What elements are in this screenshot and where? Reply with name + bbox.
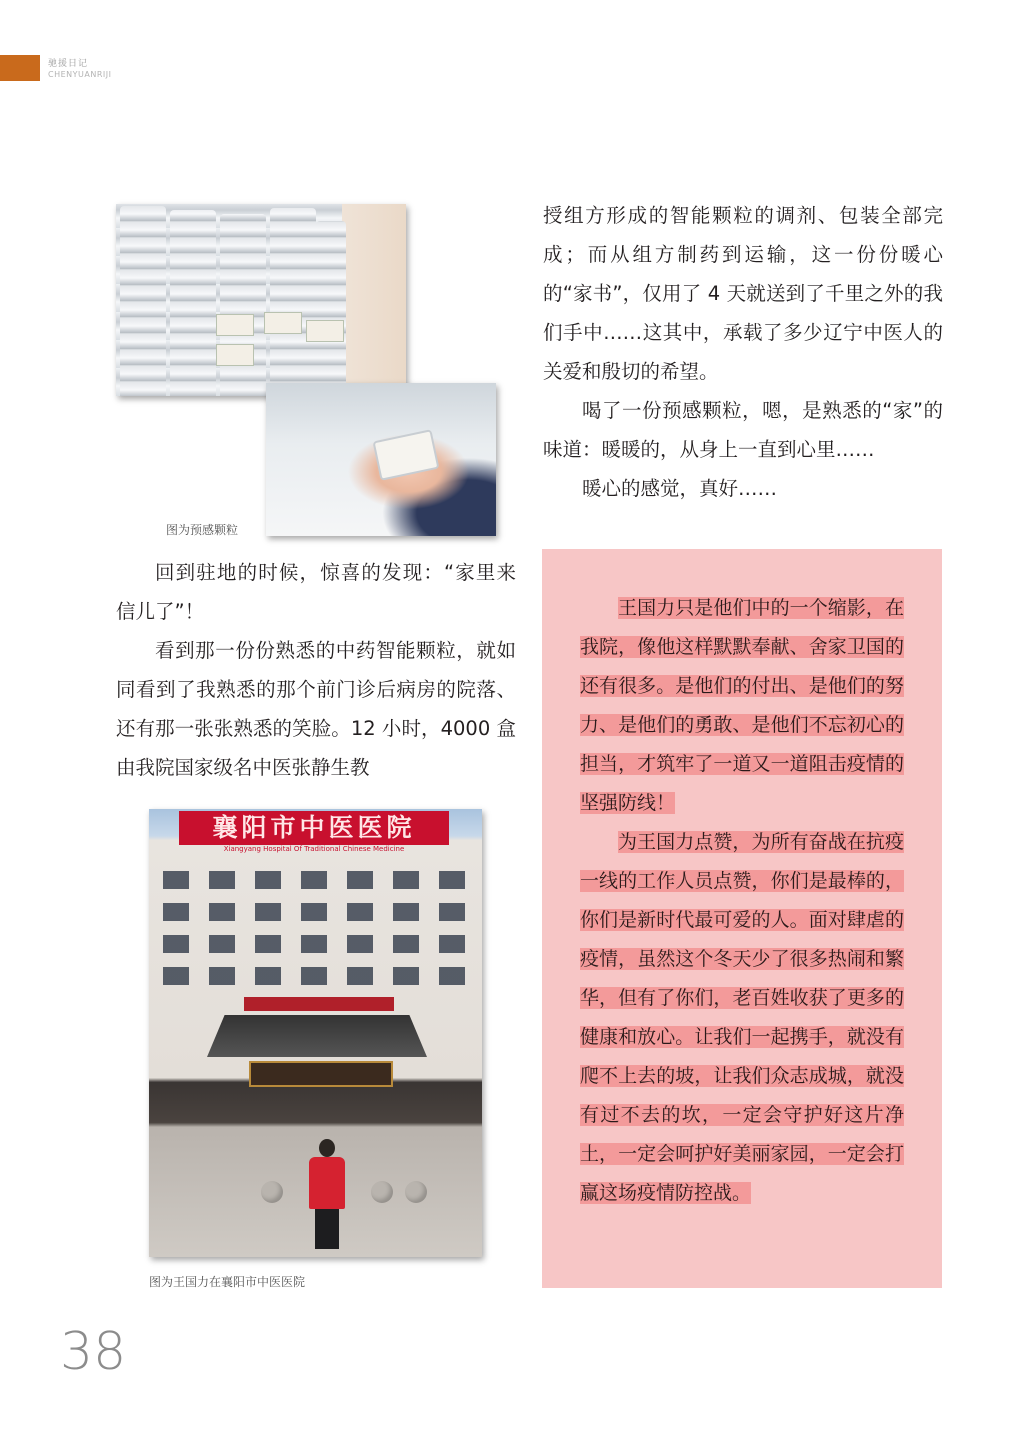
box-stack	[270, 208, 316, 396]
window-row	[163, 871, 468, 889]
paragraph: 回到驻地的时候，惊喜的发现：“家里来信儿了”！	[116, 561, 516, 623]
right-column-text	[543, 196, 943, 508]
window-row	[163, 935, 468, 953]
stone-ball	[261, 1181, 283, 1203]
window-row	[163, 967, 468, 985]
person-in-red-jacket	[307, 1139, 347, 1249]
paragraph	[580, 589, 904, 823]
highlighted-text: 王国力只是他们中的一个缩影，在我院，像他这样默默奉献、舍家卫国的还有很多。是他们的付出、是他们的努力、是他们的勇敢、是他们不忘初心的担当，才筑牢了一道又一道阻击疫情的坚强防线！	[580, 597, 904, 814]
section-title: 驰援日记	[48, 59, 89, 69]
window-row	[163, 903, 468, 921]
red-banner	[244, 997, 394, 1011]
page-number: 38	[60, 1322, 127, 1382]
granule-label	[264, 312, 302, 334]
paragraph: 喝了一份预感颗粒，嗯，是熟悉的“家”的味道：暖暖的，从身上一直到心里……	[543, 399, 943, 461]
hospital-photo	[149, 809, 482, 1257]
hospital-sign-english: Xiangyang Hospital Of Traditional Chinese Medicine	[223, 845, 405, 853]
header-accent-bar	[0, 55, 40, 81]
paragraph: 暖心的感觉，真好……	[582, 477, 778, 500]
granule-box	[372, 429, 439, 481]
granule-label	[216, 314, 254, 336]
granule-boxes-photo	[116, 204, 406, 396]
box-stack	[170, 210, 216, 396]
box-stack	[120, 206, 166, 396]
gate-plaque	[249, 1061, 393, 1087]
paragraph: 看到那一份份熟悉的中药智能颗粒，就如同看到了我熟悉的那个前门诊后病房的院落、还有那一张张熟悉的笑脸。12 小时，4000 盒由我院国家级名中医张静生教	[116, 639, 516, 779]
hands-holding-granule-photo	[266, 383, 496, 536]
left-column-text	[116, 553, 516, 787]
hospital-caption: 图为王国力在襄阳市中医医院	[149, 1275, 306, 1289]
hospital-sign: 襄阳市中医医院	[179, 811, 449, 845]
granule-caption: 图为预感颗粒	[166, 523, 239, 537]
stone-ball	[371, 1181, 393, 1203]
box-stack	[316, 221, 346, 396]
box-stack	[220, 214, 266, 396]
handwritten-text	[580, 589, 904, 1213]
paragraph	[580, 823, 904, 1213]
highlighted-text: 为王国力点赞，为所有奋战在抗疫一线的工作人员点赞，你们是最棒的，你们是新时代最可爱的人。面对肆虐的疫情，虽然这个冬天少了很多热闹和繁华，但有了你们，老百姓收获了更多的健康和放心。让我们一起携手，就没有爬不上去的坡，让我们众志成城，就没有过不去的坎，一定会守护好这片净土，一定会呵护好美丽家园，一定会打赢这场疫情防控战。	[580, 831, 904, 1204]
highlight-box	[542, 549, 942, 1288]
section-subtitle: CHENYUANRIJI	[48, 70, 112, 79]
paragraph: 授组方形成的智能颗粒的调剂、包装全部完成；而从组方制药到运输，这一份份暖心的“家书”，仅用了 4 天就送到了千里之外的我们手中……这其中，承载了多少辽宁中医人的关爱和殷切的希望。	[543, 204, 943, 383]
gate-roof	[207, 1015, 427, 1057]
stone-ball	[405, 1181, 427, 1203]
granule-label	[216, 344, 254, 366]
granule-label	[306, 320, 344, 342]
